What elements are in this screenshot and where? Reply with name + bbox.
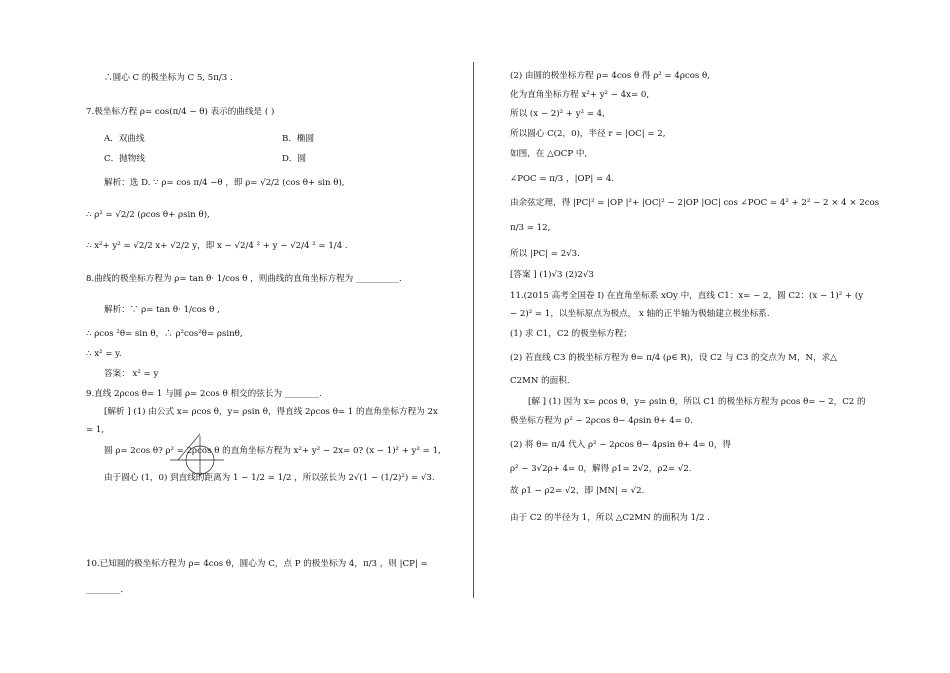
text-line: π/3 = 12, xyxy=(510,223,551,233)
question-10: 10.已知圆的极坐标方程为 ρ= 4cos θ，圆心为 C，点 P 的极坐标为 4，π/3 ，则 |CP| = xyxy=(86,559,428,569)
solution-line: 故 ρ1 − ρ2= √2，即 |MN| = √2. xyxy=(510,486,645,496)
circle-figure xyxy=(170,430,225,480)
answer-line: 答案： x² = y xyxy=(104,369,159,379)
text-line: ∠POC = π/3 ，|OP| = 4. xyxy=(510,174,615,184)
text-line: C2MN 的面积. xyxy=(510,376,570,386)
option-a: A．双曲线 xyxy=(104,134,145,144)
solution-line: [解析 ] (1) 由公式 x= ρcos θ，y= ρsin θ，得直线 2ρcos θ= 1 的直角坐标方程为 2x xyxy=(104,407,438,417)
solution-line: 圆 ρ= 2cos θ? ρ² = 2ρcos θ 的直角坐标方程为 x²+ y² − 2x= 0? (x − 1)² + y² = 1, xyxy=(104,446,441,456)
text-line: (2) 若直线 C3 的极坐标方程为 θ= π/4 (ρ∈ R)，设 C2 与 C3 的交点为 M，N，求△ xyxy=(510,353,837,363)
answer-blank: ________. xyxy=(86,585,124,595)
option-b: B．椭圆 xyxy=(282,134,315,144)
solution-line: (2) 将 θ= π/4 代入 ρ² − 2ρcos θ− 4ρsin θ+ 4= 0，得 xyxy=(510,440,732,450)
solution-line: ∴ ρ² = √2/2 (ρcos θ+ ρsin θ), xyxy=(86,210,210,220)
question-11: 11.(2015 高考全国卷 Ⅰ) 在直角坐标系 xOy 中，直线 C1：x= − 2，圆 C2：(x − 1)² + (y xyxy=(510,291,864,301)
text-line: 如图，在 △OCP 中, xyxy=(510,149,588,159)
question-9: 9.直线 2ρcos θ= 1 与圆 ρ= 2cos θ 相交的弦长为 ________. xyxy=(86,389,322,399)
column-divider xyxy=(473,62,474,598)
text-line: 所以圆心 C(2，0)，半径 r = |OC| = 2, xyxy=(510,129,666,139)
text-line: 所以 (x − 2)² + y² = 4, xyxy=(510,109,605,119)
solution-line: 极坐标方程为 ρ² − 2ρcos θ− 4ρsin θ+ 4= 0. xyxy=(510,416,693,426)
text-line: 由余弦定理，得 |PC|² = |OP |²+ |OC|² − 2|OP |OC| cos ∠POC = 4² + 2² − 2 × 4 × 2cos xyxy=(510,198,880,208)
solution-line: = 1, xyxy=(86,425,105,435)
text-line: ∴圆心 C 的极坐标为 C 5, 5π/3 . xyxy=(104,73,233,83)
question-7: 7.极坐标方程 ρ= cos(π/4 − θ) 表示的曲线是 ( ) xyxy=(86,107,275,117)
solution-line: 解析：∵ ρ= tan θ· 1/cos θ , xyxy=(104,305,220,315)
solution-line: ∴ x²+ y² = √2/2 x+ √2/2 y，即 x − √2/4 ² + y − √2/4 ² = 1/4 . xyxy=(86,241,348,251)
solution-line: ∴ x² = y. xyxy=(86,349,122,359)
solution-line: 由于圆心 (1，0) 到直线的距离为 1 − 1/2 = 1/2 ，所以弦长为 2√(1 − (1/2)²) = √3. xyxy=(104,473,435,483)
question-8: 8.曲线的极坐标方程为 ρ= tan θ· 1/cos θ ，则曲线的直角坐标方程为 __________. xyxy=(86,274,402,284)
text-line: (2) 由圆的极坐标方程 ρ= 4cos θ 得 ρ² = 4ρcos θ, xyxy=(510,71,710,81)
solution-line: ρ² − 3√2ρ+ 4= 0，解得 ρ1= 2√2，ρ2= √2. xyxy=(510,464,692,474)
solution-line: [解 ] (1) 因为 x= ρcos θ，y= ρsin θ，所以 C1 的极坐标方程为 ρcos θ= − 2，C2 的 xyxy=(528,397,866,407)
text-line: (1) 求 C1，C2 的极坐标方程； xyxy=(510,329,632,339)
text-line: 化为直角坐标方程 x²+ y² − 4x= 0, xyxy=(510,90,650,100)
answer-line: [答案 ] (1)√3 (2)2√3 xyxy=(510,270,594,280)
text-line: − 2)² = 1，以坐标原点为极点， x 轴的正半轴为极轴建立极坐标系. xyxy=(510,309,770,319)
option-c: C．抛物线 xyxy=(104,154,145,164)
solution-line: 由于 C2 的半径为 1，所以 △C2MN 的面积为 1/2 . xyxy=(510,513,710,523)
solution-line: 解析：选 D. ∵ ρ= cos π/4 −θ ，即 ρ= √2/2 (cos θ+ sin θ), xyxy=(104,178,345,188)
solution-line: ∴ ρcos ²θ= sin θ，∴ ρ²cos²θ= ρsinθ, xyxy=(86,329,243,339)
option-d: D．圆 xyxy=(282,154,307,164)
text-line: 所以 |PC| = 2√3. xyxy=(510,249,580,259)
